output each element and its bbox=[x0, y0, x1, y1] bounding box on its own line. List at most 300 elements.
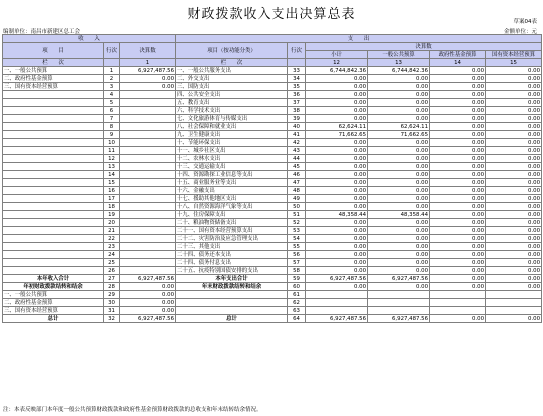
expense-line-cell: 62 bbox=[288, 299, 306, 307]
income-item-cell: 二、政府性基金预算 bbox=[3, 299, 104, 307]
subtotal-cell bbox=[306, 291, 368, 299]
income-line-cell: 22 bbox=[104, 235, 120, 243]
general-budget-cell: 0.00 bbox=[368, 99, 430, 107]
expense-item-cell bbox=[176, 299, 288, 307]
expense-item-cell: 二、外交支出 bbox=[176, 75, 288, 83]
expense-line-cell: 45 bbox=[288, 163, 306, 171]
table-row bbox=[3, 235, 542, 243]
expense-line-cell: 63 bbox=[288, 307, 306, 315]
table-row bbox=[3, 123, 542, 131]
capital-budget-cell: 0.00 bbox=[486, 187, 542, 195]
income-item-cell bbox=[3, 107, 104, 115]
general-budget-cell: 0.00 bbox=[368, 83, 430, 91]
capital-budget-cell: 0.00 bbox=[486, 91, 542, 99]
gov-fund-cell: 0.00 bbox=[430, 107, 486, 115]
subtotal-cell: 0.00 bbox=[306, 163, 368, 171]
income-line-cell: 14 bbox=[104, 171, 120, 179]
subtotal-cell: 0.00 bbox=[306, 195, 368, 203]
general-budget-cell: 0.00 bbox=[368, 107, 430, 115]
table-row bbox=[3, 211, 542, 219]
table-row bbox=[3, 99, 542, 107]
gov-fund-cell: 0.00 bbox=[430, 155, 486, 163]
expense-line-cell: 50 bbox=[288, 203, 306, 211]
table-row bbox=[3, 275, 542, 283]
capital-budget-cell: 0.00 bbox=[486, 243, 542, 251]
income-line-cell: 25 bbox=[104, 259, 120, 267]
expense-line-cell: 35 bbox=[288, 83, 306, 91]
budget-table bbox=[2, 34, 542, 323]
capital-budget-cell: 0.00 bbox=[486, 203, 542, 211]
income-item-cell bbox=[3, 211, 104, 219]
capital-budget-cell: 0.00 bbox=[486, 283, 542, 291]
expense-line-cell: 53 bbox=[288, 227, 306, 235]
general-budget-cell: 6,927,487.56 bbox=[368, 315, 430, 323]
income-item-cell bbox=[3, 203, 104, 211]
income-item-cell bbox=[3, 163, 104, 171]
gov-fund-cell: 0.00 bbox=[430, 75, 486, 83]
gov-fund-cell: 0.00 bbox=[430, 139, 486, 147]
subtotal-cell: 0.00 bbox=[306, 227, 368, 235]
gov-fund-cell: 0.00 bbox=[430, 227, 486, 235]
gov-fund-cell: 0.00 bbox=[430, 147, 486, 155]
income-item-cell bbox=[3, 259, 104, 267]
capital-budget-cell: 0.00 bbox=[486, 107, 542, 115]
gov-fund-cell: 0.00 bbox=[430, 315, 486, 323]
expense-item-cell: 二十三、其他支出 bbox=[176, 243, 288, 251]
gov-fund-cell: 0.00 bbox=[430, 203, 486, 211]
gov-fund-cell: 0.00 bbox=[430, 219, 486, 227]
table-row bbox=[3, 307, 542, 315]
income-line-cell: 31 bbox=[104, 307, 120, 315]
income-item-cell bbox=[3, 155, 104, 163]
income-amount-cell bbox=[120, 251, 176, 259]
income-line-cell: 27 bbox=[104, 275, 120, 283]
expense-line-cell: 52 bbox=[288, 219, 306, 227]
table-row bbox=[3, 187, 542, 195]
money-unit-label: 金额单位：元 bbox=[503, 29, 537, 35]
general-budget-cell: 0.00 bbox=[368, 235, 430, 243]
expense-line-cell: 64 bbox=[288, 315, 306, 323]
capital-budget-cell: 0.00 bbox=[486, 171, 542, 179]
income-item-cell: 一、一般公共预算 bbox=[3, 291, 104, 299]
capital-budget-cell: 0.00 bbox=[486, 139, 542, 147]
expense-item-cell: 三、国防支出 bbox=[176, 83, 288, 91]
income-amount-cell bbox=[120, 187, 176, 195]
income-amount-cell bbox=[120, 235, 176, 243]
income-line-cell: 7 bbox=[104, 115, 120, 123]
income-item-cell bbox=[3, 267, 104, 275]
income-line-cell: 4 bbox=[104, 91, 120, 99]
gov-fund-cell: 0.00 bbox=[430, 235, 486, 243]
expense-item-cell: 十一、城乡社区支出 bbox=[176, 147, 288, 155]
income-amount-cell: 6,927,487.56 bbox=[120, 315, 176, 323]
gov-fund-cell: 0.00 bbox=[430, 163, 486, 171]
income-header: 收 入 bbox=[3, 35, 176, 43]
income-line-cell: 23 bbox=[104, 243, 120, 251]
capital-budget-cell: 0.00 bbox=[486, 75, 542, 83]
income-line-cell: 10 bbox=[104, 139, 120, 147]
income-line-cell: 5 bbox=[104, 99, 120, 107]
table-row bbox=[3, 283, 542, 291]
subtotal-cell: 0.00 bbox=[306, 187, 368, 195]
general-budget-cell: 0.00 bbox=[368, 251, 430, 259]
general-budget-cell: 0.00 bbox=[368, 283, 430, 291]
income-amount-cell bbox=[120, 139, 176, 147]
income-amount-cell: 0.00 bbox=[120, 291, 176, 299]
income-item-cell bbox=[3, 123, 104, 131]
subtotal-cell: 0.00 bbox=[306, 203, 368, 211]
capital-budget-cell: 0.00 bbox=[486, 99, 542, 107]
gov-fund-cell: 0.00 bbox=[430, 83, 486, 91]
income-item-cell bbox=[3, 139, 104, 147]
expense-line-cell: 56 bbox=[288, 251, 306, 259]
gov-fund-header: 政府性基金预算 bbox=[430, 51, 486, 59]
capital-budget-cell bbox=[486, 307, 542, 315]
income-amount-cell: 0.00 bbox=[120, 299, 176, 307]
general-budget-cell: 0.00 bbox=[368, 115, 430, 123]
capital-budget-cell: 0.00 bbox=[486, 123, 542, 131]
general-budget-cell: 0.00 bbox=[368, 195, 430, 203]
income-amount-cell bbox=[120, 243, 176, 251]
column-number-row bbox=[3, 59, 542, 67]
expense-line-cell: 44 bbox=[288, 155, 306, 163]
gov-fund-cell: 0.00 bbox=[430, 179, 486, 187]
table-row bbox=[3, 259, 542, 267]
expense-item-cell: 十四、资源勘探工业信息等支出 bbox=[176, 171, 288, 179]
expense-item-cell: 十七、援助其他地区支出 bbox=[176, 195, 288, 203]
column-number-cell: 14 bbox=[430, 59, 486, 67]
capital-budget-cell: 0.00 bbox=[486, 195, 542, 203]
gov-fund-cell bbox=[430, 291, 486, 299]
table-row bbox=[3, 243, 542, 251]
income-amount-cell bbox=[120, 267, 176, 275]
table-row bbox=[3, 299, 542, 307]
capital-budget-cell: 0.00 bbox=[486, 315, 542, 323]
income-line-cell: 21 bbox=[104, 227, 120, 235]
income-amount-cell bbox=[120, 123, 176, 131]
expense-line-cell: 51 bbox=[288, 211, 306, 219]
subtotal-cell bbox=[306, 299, 368, 307]
general-budget-cell: 0.00 bbox=[368, 179, 430, 187]
income-line-cell: 9 bbox=[104, 131, 120, 139]
gov-fund-cell: 0.00 bbox=[430, 171, 486, 179]
expense-item-cell: 十八、自然资源海洋气象等支出 bbox=[176, 203, 288, 211]
subtotal-cell: 0.00 bbox=[306, 171, 368, 179]
income-item-cell bbox=[3, 187, 104, 195]
income-amount-cell: 6,927,487.56 bbox=[120, 275, 176, 283]
income-item-cell bbox=[3, 235, 104, 243]
income-line-cell: 1 bbox=[104, 67, 120, 75]
general-budget-cell: 0.00 bbox=[368, 147, 430, 155]
income-line-cell: 6 bbox=[104, 107, 120, 115]
capital-budget-cell: 0.00 bbox=[486, 147, 542, 155]
income-item-cell bbox=[3, 131, 104, 139]
expense-header: 支 出 bbox=[176, 35, 542, 43]
expense-item-cell: 二十四、债务付息支出 bbox=[176, 259, 288, 267]
income-amount-cell bbox=[120, 115, 176, 123]
subtotal-cell bbox=[306, 307, 368, 315]
general-budget-header: 一般公共预算 bbox=[368, 51, 430, 59]
income-line-cell: 26 bbox=[104, 267, 120, 275]
income-amount-cell: 0.00 bbox=[120, 283, 176, 291]
expense-line-cell: 58 bbox=[288, 267, 306, 275]
income-item-cell bbox=[3, 179, 104, 187]
gov-fund-cell: 0.00 bbox=[430, 243, 486, 251]
general-budget-cell: 0.00 bbox=[368, 75, 430, 83]
income-item-cell bbox=[3, 99, 104, 107]
capital-budget-cell: 0.00 bbox=[486, 163, 542, 171]
table-row bbox=[3, 219, 542, 227]
income-line-cell: 16 bbox=[104, 187, 120, 195]
subtotal-cell: 0.00 bbox=[306, 259, 368, 267]
column-number-cell bbox=[288, 59, 306, 67]
income-line-cell: 17 bbox=[104, 195, 120, 203]
subtotal-cell: 6,927,487.56 bbox=[306, 275, 368, 283]
income-item-cell: 二、政府性基金预算 bbox=[3, 75, 104, 83]
column-number-cell: 栏 次 bbox=[176, 59, 288, 67]
table-row bbox=[3, 179, 542, 187]
general-budget-cell: 0.00 bbox=[368, 259, 430, 267]
expense-line-cell: 49 bbox=[288, 195, 306, 203]
income-amount-cell bbox=[120, 227, 176, 235]
gov-fund-cell: 0.00 bbox=[430, 91, 486, 99]
subtotal-cell: 71,662.65 bbox=[306, 131, 368, 139]
general-budget-cell: 0.00 bbox=[368, 187, 430, 195]
general-budget-cell: 0.00 bbox=[368, 219, 430, 227]
gov-fund-cell: 0.00 bbox=[430, 259, 486, 267]
subtotal-cell: 0.00 bbox=[306, 283, 368, 291]
income-amount-cell bbox=[120, 91, 176, 99]
capital-budget-cell: 0.00 bbox=[486, 251, 542, 259]
subtotal-cell: 0.00 bbox=[306, 83, 368, 91]
expense-line-cell: 57 bbox=[288, 259, 306, 267]
gov-fund-cell bbox=[430, 299, 486, 307]
report-title: 财政拨款收入支出决算总表 bbox=[187, 7, 356, 22]
expense-line-cell: 60 bbox=[288, 283, 306, 291]
gov-fund-cell: 0.00 bbox=[430, 275, 486, 283]
table-row bbox=[3, 195, 542, 203]
general-budget-cell: 48,358.44 bbox=[368, 211, 430, 219]
expense-line-cell: 55 bbox=[288, 243, 306, 251]
gov-fund-cell: 0.00 bbox=[430, 267, 486, 275]
table-row bbox=[3, 155, 542, 163]
expense-item-cell: 本年支出合计 bbox=[176, 275, 288, 283]
income-amount-cell bbox=[120, 171, 176, 179]
capital-budget-cell: 0.00 bbox=[486, 179, 542, 187]
table-row bbox=[3, 291, 542, 299]
expense-line-cell: 48 bbox=[288, 187, 306, 195]
income-item-cell: 总计 bbox=[3, 315, 104, 323]
general-budget-cell bbox=[368, 299, 430, 307]
expense-line-cell: 42 bbox=[288, 139, 306, 147]
capital-budget-cell: 0.00 bbox=[486, 275, 542, 283]
income-amount-cell bbox=[120, 155, 176, 163]
capital-budget-cell: 0.00 bbox=[486, 67, 542, 75]
subtotal-header: 小计 bbox=[306, 51, 368, 59]
income-item-cell bbox=[3, 91, 104, 99]
capital-budget-cell: 0.00 bbox=[486, 83, 542, 91]
gov-fund-cell: 0.00 bbox=[430, 99, 486, 107]
income-amount-cell: 0.00 bbox=[120, 307, 176, 315]
income-amount-cell: 6,927,487.56 bbox=[120, 67, 176, 75]
column-number-cell: 15 bbox=[486, 59, 542, 67]
expense-item-cell: 十二、农林水支出 bbox=[176, 155, 288, 163]
expense-item-cell: 八、社会保障和就业支出 bbox=[176, 123, 288, 131]
expense-line-cell: 59 bbox=[288, 275, 306, 283]
capital-budget-cell: 0.00 bbox=[486, 267, 542, 275]
income-line-cell: 11 bbox=[104, 147, 120, 155]
income-amount-cell bbox=[120, 147, 176, 155]
income-item-cell bbox=[3, 147, 104, 155]
income-line-cell: 28 bbox=[104, 283, 120, 291]
gov-fund-cell: 0.00 bbox=[430, 187, 486, 195]
income-line-cell: 32 bbox=[104, 315, 120, 323]
expense-item-header: 项目（按功能分类） bbox=[176, 43, 288, 59]
income-line-cell: 30 bbox=[104, 299, 120, 307]
general-budget-cell: 0.00 bbox=[368, 243, 430, 251]
capital-budget-cell: 0.00 bbox=[486, 115, 542, 123]
expense-item-cell: 二十二、灾害防治及应急管理支出 bbox=[176, 235, 288, 243]
column-number-cell: 12 bbox=[306, 59, 368, 67]
general-budget-cell: 0.00 bbox=[368, 267, 430, 275]
table-row bbox=[3, 171, 542, 179]
income-line-cell: 20 bbox=[104, 219, 120, 227]
income-line-cell: 24 bbox=[104, 251, 120, 259]
income-amount-cell bbox=[120, 163, 176, 171]
general-budget-cell: 0.00 bbox=[368, 203, 430, 211]
income-line-header: 行次 bbox=[104, 43, 120, 59]
expense-line-cell: 40 bbox=[288, 123, 306, 131]
income-line-cell: 3 bbox=[104, 83, 120, 91]
expense-item-cell: 十六、金融支出 bbox=[176, 187, 288, 195]
subtotal-cell: 6,927,487.56 bbox=[306, 315, 368, 323]
expense-line-cell: 38 bbox=[288, 107, 306, 115]
capital-budget-cell: 0.00 bbox=[486, 259, 542, 267]
general-budget-cell: 71,662.65 bbox=[368, 131, 430, 139]
income-line-cell: 13 bbox=[104, 163, 120, 171]
capital-budget-cell bbox=[486, 299, 542, 307]
income-line-cell: 29 bbox=[104, 291, 120, 299]
gov-fund-cell: 0.00 bbox=[430, 131, 486, 139]
income-amount-cell bbox=[120, 219, 176, 227]
expense-item-cell: 二十五、抗疫特别国债安排的支出 bbox=[176, 267, 288, 275]
gov-fund-cell bbox=[430, 307, 486, 315]
column-number-cell: 栏 次 bbox=[3, 59, 104, 67]
capital-budget-cell: 0.00 bbox=[486, 131, 542, 139]
capital-budget-cell bbox=[486, 291, 542, 299]
income-line-cell: 18 bbox=[104, 203, 120, 211]
table-row bbox=[3, 139, 542, 147]
expense-item-cell: 总计 bbox=[176, 315, 288, 323]
final-amount-header: 决算数 bbox=[306, 43, 542, 51]
expense-item-cell: 一、一般公共服务支出 bbox=[176, 67, 288, 75]
expense-line-cell: 43 bbox=[288, 147, 306, 155]
income-item-cell bbox=[3, 219, 104, 227]
footnote: 注：本表反映部门本年度一般公共预算财政拨款和政府性基金预算财政拨款的总收支和年末结转结余情况。 bbox=[3, 407, 262, 413]
subtotal-cell: 0.00 bbox=[306, 251, 368, 259]
income-item-cell: 年初财政拨款结转和结余 bbox=[3, 283, 104, 291]
general-budget-cell bbox=[368, 307, 430, 315]
subtotal-cell: 0.00 bbox=[306, 267, 368, 275]
gov-fund-cell: 0.00 bbox=[430, 195, 486, 203]
gov-fund-cell: 0.00 bbox=[430, 115, 486, 123]
table-row bbox=[3, 251, 542, 259]
table-row bbox=[3, 91, 542, 99]
gov-fund-cell: 0.00 bbox=[430, 211, 486, 219]
subtotal-cell: 48,358.44 bbox=[306, 211, 368, 219]
income-amount-cell bbox=[120, 195, 176, 203]
expense-item-cell: 十九、住房保障支出 bbox=[176, 211, 288, 219]
capital-budget-cell: 0.00 bbox=[486, 227, 542, 235]
subtotal-cell: 0.00 bbox=[306, 219, 368, 227]
income-amount-cell: 0.00 bbox=[120, 75, 176, 83]
income-item-cell bbox=[3, 171, 104, 179]
table-row bbox=[3, 83, 542, 91]
general-budget-cell: 62,624.11 bbox=[368, 123, 430, 131]
expense-item-cell: 九、卫生健康支出 bbox=[176, 131, 288, 139]
general-budget-cell: 6,927,487.56 bbox=[368, 275, 430, 283]
income-item-cell: 三、国有资本经营预算 bbox=[3, 307, 104, 315]
income-item-cell bbox=[3, 115, 104, 123]
table-row bbox=[3, 267, 542, 275]
general-budget-cell: 0.00 bbox=[368, 163, 430, 171]
expense-item-cell: 十、节能环保支出 bbox=[176, 139, 288, 147]
table-row bbox=[3, 131, 542, 139]
expense-line-cell: 37 bbox=[288, 99, 306, 107]
income-item-cell: 三、国有资本经营预算 bbox=[3, 83, 104, 91]
general-budget-cell bbox=[368, 291, 430, 299]
capital-budget-cell: 0.00 bbox=[486, 211, 542, 219]
expense-line-cell: 54 bbox=[288, 235, 306, 243]
income-item-cell: 本年收入合计 bbox=[3, 275, 104, 283]
table-row bbox=[3, 315, 542, 323]
form-code: 草案04表 bbox=[513, 19, 537, 25]
expense-item-cell: 二十一、国有资本经营预算支出 bbox=[176, 227, 288, 235]
org-unit-label: 编制单位：南昌市新建区总工会 bbox=[3, 29, 81, 35]
subtotal-cell: 0.00 bbox=[306, 179, 368, 187]
subtotal-cell: 0.00 bbox=[306, 139, 368, 147]
expense-line-cell: 47 bbox=[288, 179, 306, 187]
expense-line-cell: 61 bbox=[288, 291, 306, 299]
income-amount-cell: 0.00 bbox=[120, 83, 176, 91]
expense-item-cell: 五、教育支出 bbox=[176, 99, 288, 107]
expense-item-cell: 四、公共安全支出 bbox=[176, 91, 288, 99]
table-row bbox=[3, 203, 542, 211]
expense-item-cell: 二十、粮油物资储备支出 bbox=[176, 219, 288, 227]
income-line-cell: 19 bbox=[104, 211, 120, 219]
income-amount-cell bbox=[120, 99, 176, 107]
income-item-cell bbox=[3, 227, 104, 235]
expense-item-cell bbox=[176, 291, 288, 299]
subtotal-cell: 0.00 bbox=[306, 155, 368, 163]
table-row bbox=[3, 163, 542, 171]
subtotal-cell: 0.00 bbox=[306, 243, 368, 251]
expense-item-cell: 十五、商业服务业等支出 bbox=[176, 179, 288, 187]
table-row bbox=[3, 227, 542, 235]
general-budget-cell: 0.00 bbox=[368, 171, 430, 179]
gov-fund-cell: 0.00 bbox=[430, 67, 486, 75]
subtotal-cell: 0.00 bbox=[306, 147, 368, 155]
expense-line-cell: 46 bbox=[288, 171, 306, 179]
expense-line-cell: 34 bbox=[288, 75, 306, 83]
table-row bbox=[3, 115, 542, 123]
expense-line-cell: 36 bbox=[288, 91, 306, 99]
subtotal-cell: 0.00 bbox=[306, 235, 368, 243]
subtotal-cell: 0.00 bbox=[306, 75, 368, 83]
general-budget-cell: 0.00 bbox=[368, 227, 430, 235]
table-row bbox=[3, 107, 542, 115]
capital-budget-header: 国有资本经营预算 bbox=[486, 51, 542, 59]
